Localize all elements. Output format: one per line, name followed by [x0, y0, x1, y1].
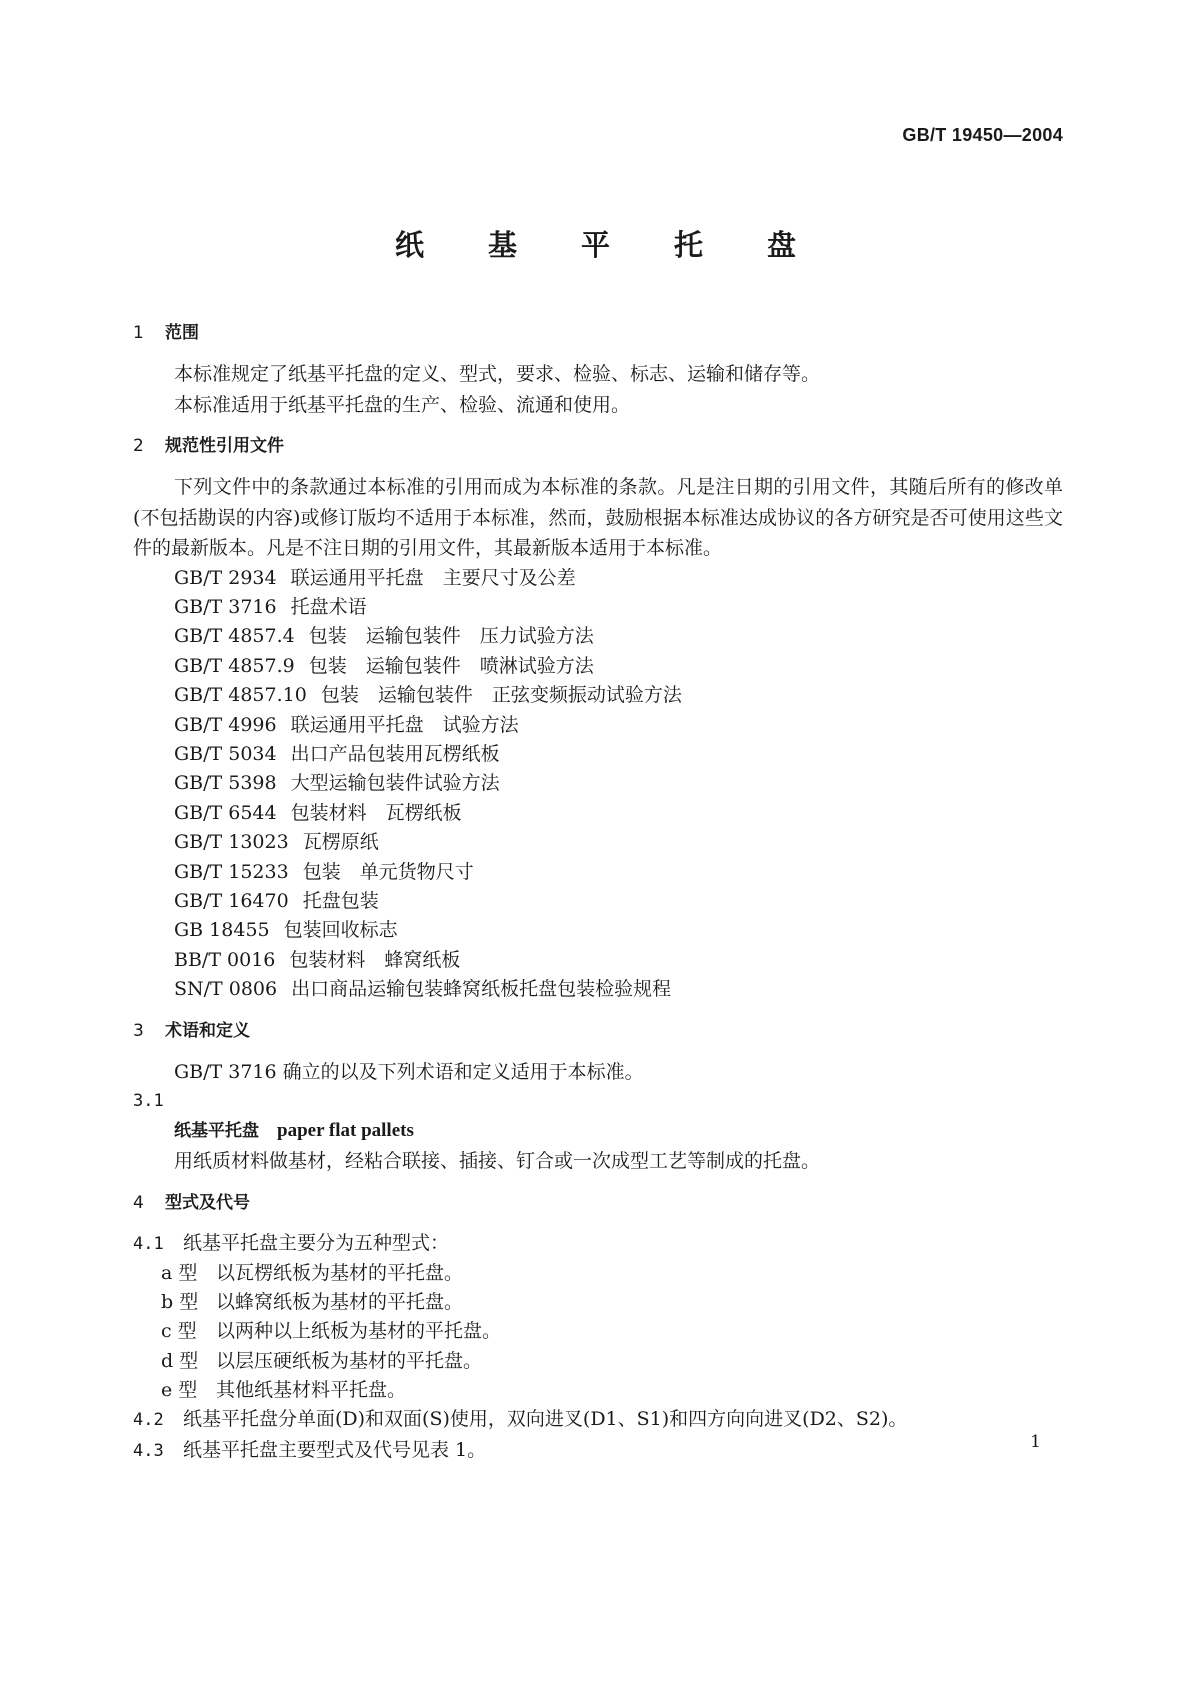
section-4-heading — [133, 1188, 1063, 1218]
section-2-heading — [133, 431, 1063, 461]
reference-item — [133, 622, 1063, 651]
type-text: 以蜂窝纸板为基材的平托盘。 — [216, 1291, 464, 1314]
type-item — [133, 1259, 1063, 1288]
reference-code: GB/T 13023 — [174, 831, 289, 854]
reference-code: GB/T 4857.10 — [174, 684, 307, 707]
reference-code: GB/T 4857.4 — [174, 625, 295, 648]
reference-title: 出口产品包装用瓦楞纸板 — [290, 742, 500, 765]
type-text: 以两种以上纸板为基材的平托盘。 — [216, 1320, 502, 1343]
reference-item — [133, 887, 1063, 916]
reference-item — [133, 681, 1063, 710]
reference-title: 大型运输包装件试验方法 — [290, 772, 500, 795]
reference-title: 包装 单元货物尺寸 — [302, 860, 474, 883]
reference-title: 包装材料 蜂窝纸板 — [289, 948, 461, 971]
section-1-heading — [133, 318, 1063, 348]
clause-text: 纸基平托盘主要分为五种型式： — [183, 1231, 450, 1254]
type-text: 以层压硬纸板为基材的平托盘。 — [216, 1349, 483, 1372]
type-key: e 型 — [161, 1379, 198, 1402]
term-entry — [133, 1116, 1063, 1146]
reference-code: GB/T 3716 — [174, 595, 277, 618]
reference-code: GB/T 15233 — [174, 860, 289, 883]
reference-item — [133, 946, 1063, 975]
section-number: 4 — [133, 1192, 144, 1213]
reference-code: GB/T 4996 — [174, 713, 277, 736]
reference-title: 托盘术语 — [290, 595, 367, 618]
type-text: 以瓦楞纸板为基材的平托盘。 — [216, 1261, 464, 1284]
section-number: 3 — [133, 1020, 144, 1041]
reference-title: 出口商品运输包装蜂窝纸板托盘包装检验规程 — [291, 978, 672, 1001]
type-key: c 型 — [161, 1320, 197, 1343]
clause-item — [133, 1436, 1063, 1466]
reference-code: BB/T 0016 — [174, 948, 276, 971]
clause-text: 纸基平托盘分单面(D)和双面(S)使用，双向进叉(D1、S1)和四方向向进叉(D2、S2)。 — [183, 1408, 908, 1431]
reference-code: GB/T 2934 — [174, 566, 277, 589]
reference-title: 瓦楞原纸 — [302, 831, 379, 854]
type-item — [133, 1288, 1063, 1317]
reference-item — [133, 975, 1063, 1004]
type-key: a 型 — [161, 1261, 198, 1284]
type-list — [133, 1259, 1063, 1405]
reference-list — [133, 564, 1063, 1005]
section-number: 2 — [133, 436, 144, 456]
clause-number: 4.2 — [133, 1410, 164, 1431]
reference-title: 包装 运输包装件 正弦变频振动试验方法 — [320, 684, 682, 707]
term-english: paper flat pallets — [277, 1120, 414, 1142]
reference-title: 托盘包装 — [302, 889, 379, 912]
reference-code: GB/T 6544 — [174, 801, 277, 824]
reference-item — [133, 564, 1063, 593]
paragraph: GB/T 3716 确立的以及下列术语和定义适用于本标准。 — [174, 1060, 644, 1083]
term-chinese: 纸基平托盘 — [174, 1121, 259, 1142]
subsection-number: 3.1 — [133, 1091, 164, 1112]
type-key: d 型 — [161, 1349, 199, 1372]
type-item — [133, 1317, 1063, 1346]
clause-item — [133, 1229, 1063, 1259]
clause-number: 4.1 — [133, 1233, 164, 1254]
paragraph: 下列文件中的条款通过本标准的引用而成为本标准的条款。凡是注日期的引用文件，其随后所有的修改单(不包括勘误的内容)或修订版均不适用于本标准，然而，鼓励根据本标准达成协议的各方研究是否可使用这些文件的最新版本。凡是不注日期的引用文件，其最新版本适用于本标准。 — [133, 476, 1063, 559]
section-title: 规范性引用文件 — [165, 436, 284, 456]
reference-code: GB 18455 — [174, 919, 270, 942]
reference-code: GB/T 16470 — [174, 889, 289, 912]
clause-text: 纸基平托盘主要型式及代号见表 1。 — [183, 1438, 487, 1461]
reference-title: 包装 运输包装件 喷淋试验方法 — [308, 654, 594, 677]
reference-item — [133, 740, 1063, 769]
standard-number: GB/T 19450—2004 — [902, 125, 1063, 145]
section-3-heading — [133, 1016, 1063, 1046]
reference-item — [133, 916, 1063, 945]
clause-item — [133, 1405, 1063, 1435]
section-title: 范围 — [165, 323, 199, 343]
clause-number: 4.3 — [133, 1440, 164, 1461]
section-title: 型式及代号 — [165, 1192, 250, 1213]
reference-code: GB/T 4857.9 — [174, 654, 295, 677]
reference-item — [133, 769, 1063, 798]
document-body — [133, 318, 1063, 1466]
type-key: b 型 — [161, 1291, 199, 1314]
reference-title: 包装 运输包装件 压力试验方法 — [308, 625, 594, 648]
section-title: 术语和定义 — [165, 1020, 250, 1041]
section-number: 1 — [133, 323, 144, 343]
page-title: 纸基平托盘 — [394, 228, 860, 262]
reference-item — [133, 652, 1063, 681]
reference-code: SN/T 0806 — [174, 978, 278, 1001]
reference-code: GB/T 5034 — [174, 742, 277, 765]
reference-title: 包装材料 瓦楞纸板 — [290, 801, 462, 824]
reference-item — [133, 711, 1063, 740]
reference-title: 包装回收标志 — [283, 919, 398, 942]
type-text: 其他纸基材料平托盘。 — [216, 1379, 407, 1402]
type-item — [133, 1376, 1063, 1405]
reference-item — [133, 799, 1063, 828]
page-number: 1 — [1030, 1432, 1041, 1452]
reference-item — [133, 828, 1063, 857]
reference-item — [133, 593, 1063, 622]
paragraph: 本标准规定了纸基平托盘的定义、型式，要求、检验、标志、运输和储存等。 — [174, 363, 821, 385]
reference-title: 联运通用平托盘 主要尺寸及公差 — [290, 566, 576, 589]
reference-code: GB/T 5398 — [174, 772, 277, 795]
term-definition: 用纸质材料做基材，经粘合联接、插接、钉合或一次成型工艺等制成的托盘。 — [174, 1150, 821, 1173]
reference-item — [133, 858, 1063, 887]
paragraph: 本标准适用于纸基平托盘的生产、检验、流通和使用。 — [174, 393, 631, 416]
reference-title: 联运通用平托盘 试验方法 — [290, 713, 519, 736]
type-item — [133, 1347, 1063, 1376]
